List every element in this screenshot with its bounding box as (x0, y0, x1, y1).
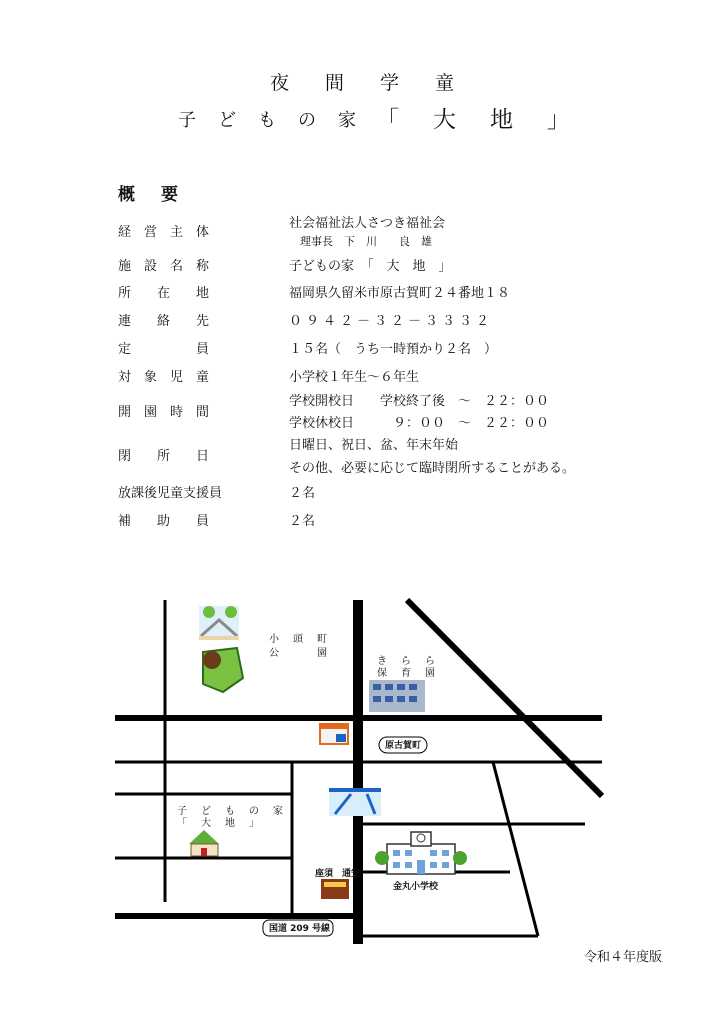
nursery-label-1: き ら ら (377, 656, 437, 667)
park-label-1: 小 頭 町 (269, 634, 329, 645)
value-target: 小学校１年生～６年生 (289, 370, 420, 385)
road-network (115, 600, 602, 944)
route-callout (263, 920, 333, 936)
value-address: 福岡県久留米市原古賀町２４番地１８ (289, 286, 511, 301)
nursery-label-2: 保 育 園 (377, 668, 437, 679)
value-facility-name: 子どもの家 「 大 地 」 (289, 259, 452, 274)
harakoga-label: 原古賀町 (385, 741, 422, 751)
value-capacity: １５名（ うち一時預かり２名 ） (289, 342, 498, 357)
school-building-icon (375, 832, 467, 874)
park-label-2: 公 園 (269, 648, 329, 659)
value-hours-holiday: 学校休校日 ９：００ ～ ２２：００ (289, 416, 550, 431)
value-contact: ０９４２－３２－３３３２ (289, 314, 494, 329)
label-closed: 閉 所 日 (118, 449, 210, 464)
title-facility-prefix: 子どもの家 (178, 110, 378, 131)
gas-station-icon (320, 724, 348, 744)
label-capacity: 定 員 (118, 342, 210, 357)
route-label: 国道 209 号線 (269, 924, 331, 934)
bank-label: 座須 通安 (315, 869, 361, 879)
label-target: 対 象 児 童 (118, 370, 210, 385)
facility-label-2: 「 大 地 」 (177, 818, 261, 829)
label-staff: 放課後児童支援員 (118, 486, 223, 501)
facility-label-1: 子 ど も の 家 (177, 806, 285, 817)
value-assistant: ２名 (289, 514, 316, 529)
title-line-1: 夜間学童 (269, 72, 490, 94)
section-heading: 概要 (118, 185, 204, 205)
access-map (115, 596, 605, 946)
house-icon (189, 830, 219, 856)
label-hours: 開 園 時 間 (118, 405, 210, 420)
value-staff: ２名 (289, 486, 316, 501)
bank-building-icon (321, 879, 349, 899)
value-closed-other: その他、必要に応じて臨時閉所することがある。 (289, 461, 576, 476)
value-director: 理事長 下 川 良 雄 (300, 235, 432, 248)
harakoga-callout (379, 737, 427, 753)
value-hours-school-day: 学校開校日 学校終了後 ～ ２２：００ (289, 394, 550, 409)
label-operator: 経 営 主 体 (118, 225, 210, 240)
value-closed-days: 日曜日、祝日、盆、年末年始 (289, 438, 459, 453)
nursery-building-icon (369, 680, 425, 712)
pedestrian-bridge-icon (329, 788, 381, 816)
label-address: 所 在 地 (118, 286, 210, 301)
playground-icon (199, 606, 239, 640)
edition-label: 令和４年度版 (584, 950, 663, 965)
park-area-icon (203, 648, 243, 692)
value-operator: 社会福祉法人さつき福祉会 (289, 216, 446, 231)
title-facility-name: 「大地」 (376, 107, 604, 133)
school-label: 金丸小学校 (393, 882, 439, 892)
label-assistant: 補 助 員 (118, 514, 210, 529)
label-contact: 連 絡 先 (118, 314, 210, 329)
label-facility-name: 施 設 名 称 (118, 259, 210, 274)
